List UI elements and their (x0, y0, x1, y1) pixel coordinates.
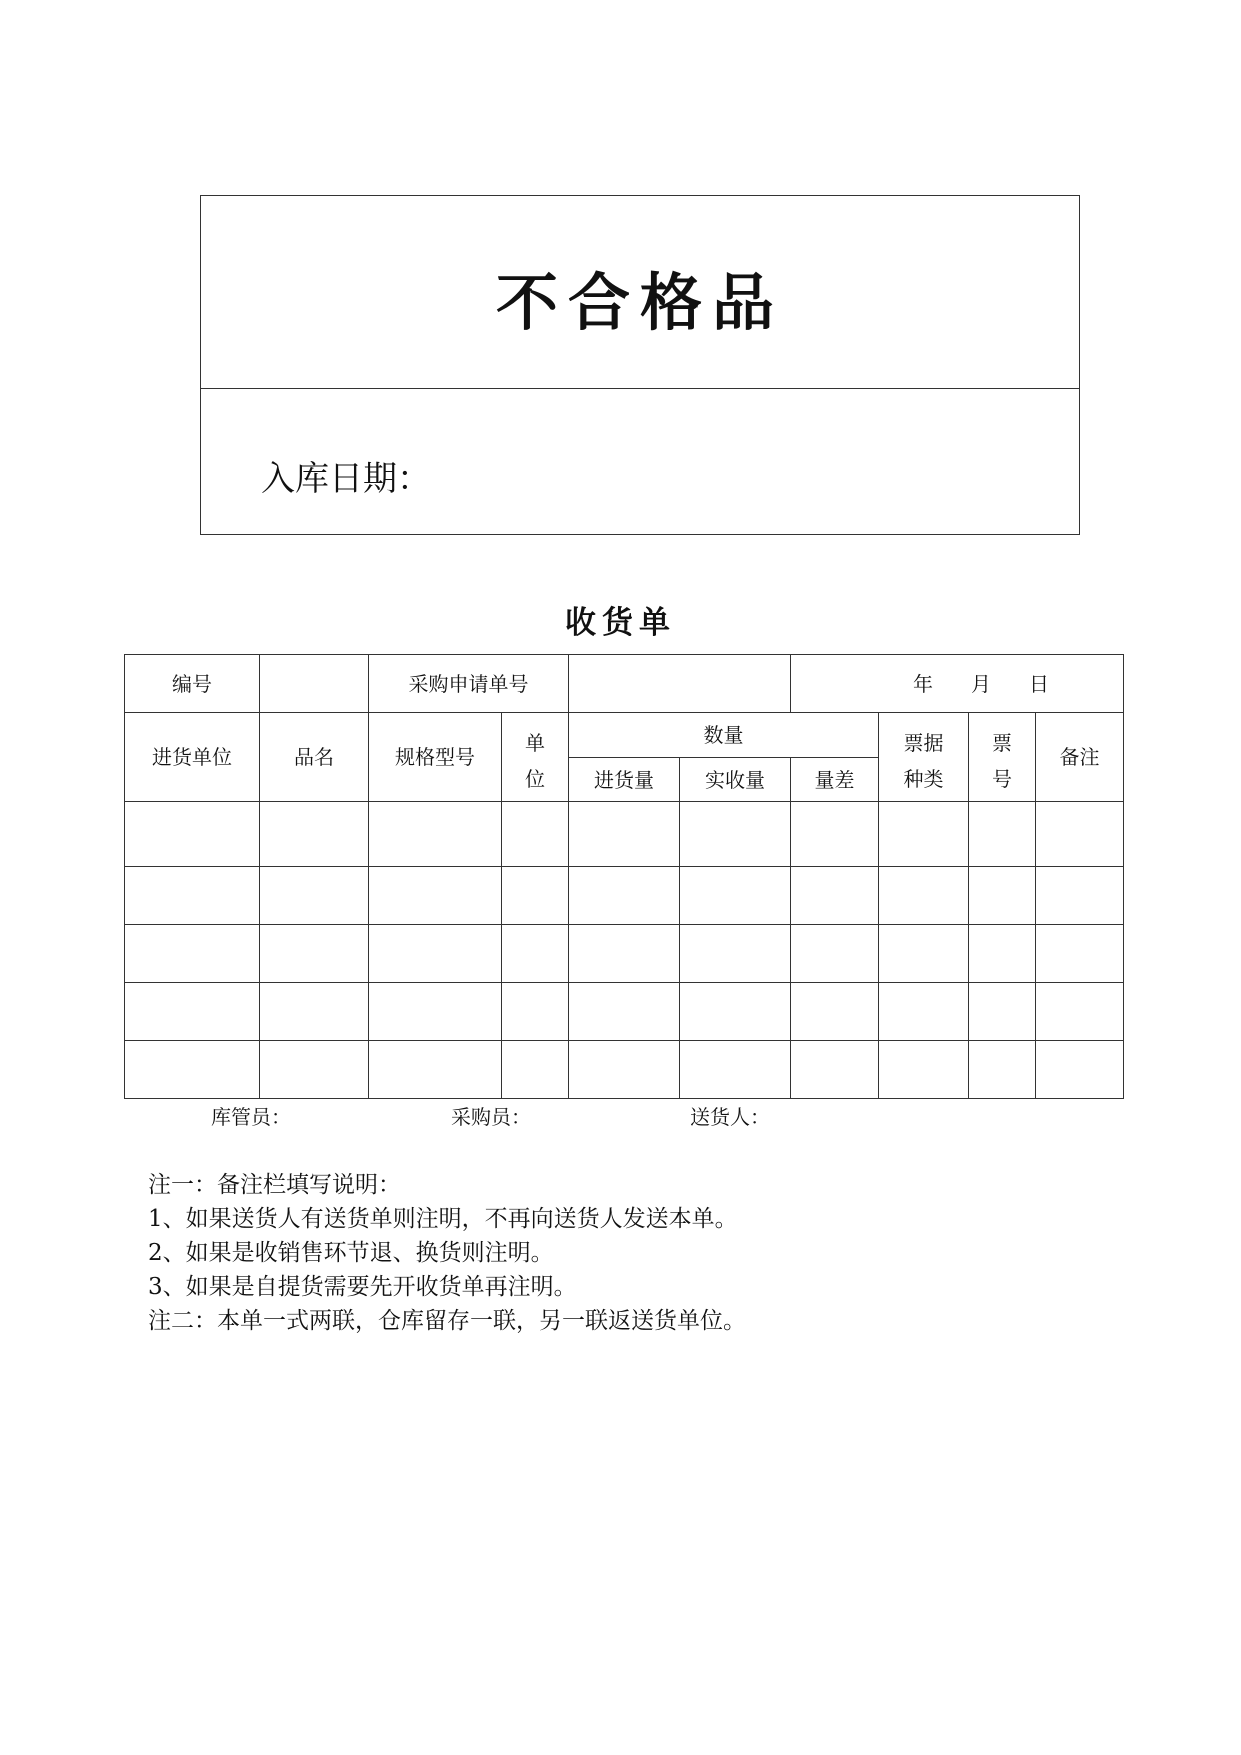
table-row (125, 983, 1124, 1041)
cell[interactable] (969, 867, 1036, 925)
number-field[interactable] (260, 655, 369, 713)
cell[interactable] (969, 983, 1036, 1041)
date-field[interactable] (791, 655, 1124, 713)
col-product-name: 品名 (260, 713, 369, 802)
cell[interactable] (125, 867, 260, 925)
col-bill-type-line-2: 种类 (903, 767, 944, 791)
col-bill-type (879, 713, 969, 802)
col-bill-type-line-1: 票据 (903, 731, 944, 755)
col-bill-number-line-2: 号 (992, 767, 1012, 791)
col-spec-model: 规格型号 (369, 713, 502, 802)
cell[interactable] (125, 802, 260, 867)
purchaser-label: 采购员： (451, 1105, 531, 1129)
col-remarks: 备注 (1036, 713, 1124, 802)
date-year: 年 (913, 671, 933, 696)
cell[interactable] (680, 802, 791, 867)
cell[interactable] (791, 802, 879, 867)
col-bill-number (969, 713, 1036, 802)
deliverer-label: 送货人： (690, 1105, 770, 1129)
cell[interactable] (1036, 925, 1124, 983)
cell[interactable] (969, 925, 1036, 983)
storage-date-label: 入库日期： (261, 459, 431, 499)
cell[interactable] (369, 867, 502, 925)
label-title-area (201, 196, 1079, 389)
cell[interactable] (569, 983, 680, 1041)
cell[interactable] (569, 925, 680, 983)
column-header-row-1 (125, 713, 1124, 758)
cell[interactable] (879, 1041, 969, 1099)
cell[interactable] (680, 1041, 791, 1099)
col-incoming-qty: 进货量 (569, 758, 680, 802)
note-line: 1、如果送货人有送货单则注明，不再向送货人发送本单。 (148, 1206, 738, 1232)
cell[interactable] (1036, 802, 1124, 867)
col-bill-number-line-1: 票 (992, 731, 1012, 755)
label-title: 不合格品 (495, 265, 784, 339)
col-unit-line-2: 位 (525, 767, 545, 791)
date-day: 日 (1029, 671, 1049, 696)
cell[interactable] (879, 867, 969, 925)
cell[interactable] (791, 983, 879, 1041)
cell[interactable] (879, 925, 969, 983)
cell[interactable] (969, 802, 1036, 867)
date-month: 月 (971, 671, 991, 696)
col-quantity: 数量 (569, 713, 879, 758)
cell[interactable] (369, 802, 502, 867)
cell[interactable] (1036, 867, 1124, 925)
col-received-qty: 实收量 (680, 758, 791, 802)
note-line: 3、如果是自提货需要先开收货单再注明。 (148, 1274, 577, 1300)
cell[interactable] (791, 1041, 879, 1099)
cell[interactable] (680, 867, 791, 925)
cell[interactable] (569, 867, 680, 925)
cell[interactable] (260, 925, 369, 983)
po-number-label: 采购申请单号 (369, 655, 569, 713)
po-number-field[interactable] (569, 655, 791, 713)
cell[interactable] (260, 867, 369, 925)
number-label: 编号 (125, 655, 260, 713)
cell[interactable] (125, 925, 260, 983)
receipt-table (124, 654, 1124, 1099)
table-row (125, 867, 1124, 925)
cell[interactable] (680, 983, 791, 1041)
notes-section (148, 1168, 746, 1338)
col-qty-diff: 量差 (791, 758, 879, 802)
cell[interactable] (969, 1041, 1036, 1099)
cell[interactable] (879, 983, 969, 1041)
cell[interactable] (369, 925, 502, 983)
cell[interactable] (502, 1041, 569, 1099)
form-title: 收货单 (565, 605, 676, 641)
cell[interactable] (680, 925, 791, 983)
col-unit (502, 713, 569, 802)
col-unit-line-1: 单 (525, 731, 545, 755)
note-line: 注二：本单一式两联，仓库留存一联，另一联返送货单位。 (148, 1308, 746, 1334)
warehouse-keeper-label: 库管员： (211, 1105, 291, 1129)
note-line: 注一：备注栏填写说明： (148, 1172, 401, 1198)
cell[interactable] (369, 1041, 502, 1099)
table-row (125, 1041, 1124, 1099)
cell[interactable] (125, 1041, 260, 1099)
cell[interactable] (369, 983, 502, 1041)
cell[interactable] (260, 1041, 369, 1099)
cell[interactable] (879, 802, 969, 867)
cell[interactable] (1036, 983, 1124, 1041)
cell[interactable] (502, 983, 569, 1041)
note-line: 2、如果是收销售环节退、换货则注明。 (148, 1240, 554, 1266)
cell[interactable] (1036, 1041, 1124, 1099)
cell[interactable] (569, 1041, 680, 1099)
cell[interactable] (260, 802, 369, 867)
cell[interactable] (260, 983, 369, 1041)
cell[interactable] (502, 925, 569, 983)
cell[interactable] (502, 867, 569, 925)
cell[interactable] (502, 802, 569, 867)
cell[interactable] (791, 925, 879, 983)
nonconforming-label-box (200, 195, 1080, 535)
header-row (125, 655, 1124, 713)
cell[interactable] (569, 802, 680, 867)
col-supplier: 进货单位 (125, 713, 260, 802)
cell[interactable] (791, 867, 879, 925)
table-row (125, 802, 1124, 867)
label-date-area (201, 389, 1079, 535)
table-row (125, 925, 1124, 983)
cell[interactable] (125, 983, 260, 1041)
